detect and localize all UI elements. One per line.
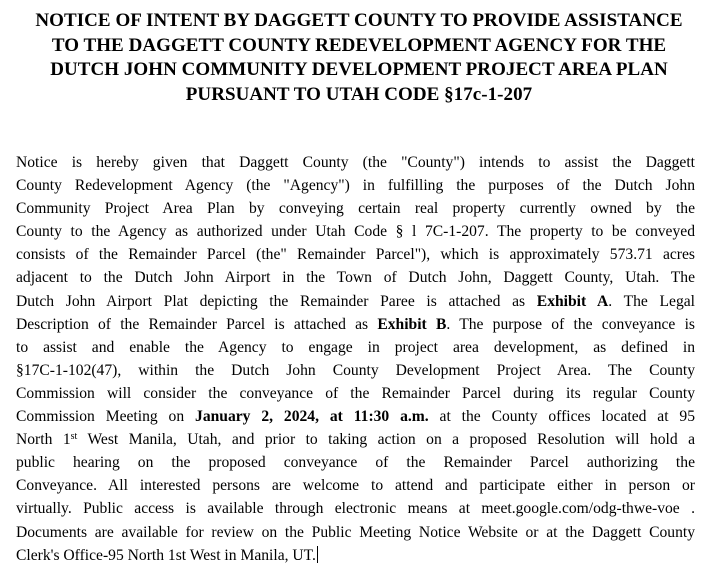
title-line: PURSUANT TO UTAH CODE §17c-1-207: [185, 83, 533, 105]
body-text-segment: . The Legal: [608, 292, 695, 310]
notice-body: [16, 151, 695, 567]
body-text-segment: Commission will consider the conveyance of the Remainder Parcel during its regular County: [16, 384, 695, 402]
body-text-segment: Conveyance. All interested persons are welcome to attend and participate either in person or: [16, 477, 695, 495]
body-text-segment: to assist and enable the Agency to engage in project area development, as defined in: [16, 338, 695, 356]
body-text-segment: at the County offices located at 95: [428, 408, 695, 426]
body-line: [16, 544, 695, 567]
body-line: [16, 451, 695, 474]
body-text-segment: Documents are available for review on the Public Meeting Notice Website or at the Daggett County: [16, 523, 695, 541]
bold-text: Exhibit B: [377, 315, 447, 333]
body-line: [16, 243, 695, 266]
body-text-segment: County Redevelopment Agency (the "Agency") in fulfilling the purposes of the Dutch John: [16, 177, 695, 195]
body-text-segment: County to the Agency as authorized under Utah Code § l 7C-1-207. The property to be conveyed: [16, 223, 695, 241]
title-line: TO THE DAGGETT COUNTY REDEVELOPMENT AGENCY FOR THE: [51, 34, 667, 56]
body-text-segment: Dutch John Airport Plat depicting the Remainder Paree is attached as: [16, 292, 537, 310]
bold-text: Exhibit A: [536, 292, 609, 310]
body-line: [16, 197, 695, 220]
body-line: [16, 151, 695, 174]
title-line: NOTICE OF INTENT BY DAGGETT COUNTY TO PROVIDE ASSISTANCE: [35, 10, 683, 31]
body-text-segment: Clerk's Office-95 North 1st West in Manila, UT.: [16, 546, 316, 564]
body-text-segment: public hearing on the proposed conveyance of the Remainder Parcel authorizing the: [16, 454, 695, 472]
body-text-segment: West Manila, Utah, and prior to taking action on a proposed Resolution will hold a: [77, 431, 695, 449]
superscript-text: st: [70, 430, 78, 442]
body-text-segment: Commission Meeting on: [16, 408, 196, 426]
body-line: [16, 405, 695, 428]
notice-title: [14, 9, 704, 107]
body-line: [16, 336, 695, 359]
body-text-segment: adjacent to the Dutch John Airport in the Town of Dutch John, Daggett County, Utah. The: [16, 269, 695, 287]
body-text-segment: §17C-1-102(47), within the Dutch John County Development Project Area. The County: [16, 361, 695, 379]
body-line: [16, 220, 695, 243]
bold-text: January 2, 2024, at 11:30 a.m.: [195, 408, 429, 426]
body-line: [16, 313, 695, 336]
body-line: [16, 174, 695, 197]
body-text-segment: Description of the Remainder Parcel is attached as: [16, 315, 378, 333]
body-text-segment: . The purpose of the conveyance is: [446, 315, 695, 333]
title-line: DUTCH JOHN COMMUNITY DEVELOPMENT PROJECT AREA PLAN: [50, 59, 668, 80]
body-text-segment: Community Project Area Plan by conveying certain real property currently owned by the: [16, 200, 695, 218]
body-line: [16, 521, 695, 544]
body-text-segment: North 1: [16, 431, 71, 449]
body-line: [16, 290, 695, 313]
body-line: [16, 359, 695, 382]
body-line: [16, 497, 695, 520]
body-line: [16, 266, 695, 289]
body-text-segment: virtually. Public access is available through electronic means at meet.google.com/odg-thwe-voe .: [16, 500, 695, 518]
body-text-segment: consists of the Remainder Parcel (the" Remainder Parcel"), which is approximately 573.71 acres: [16, 246, 695, 264]
body-text-segment: Notice is hereby given that Daggett County (the "County") intends to assist the Daggett: [16, 154, 695, 171]
body-line: [16, 428, 695, 451]
body-line: [16, 382, 695, 405]
body-line: [16, 474, 695, 497]
text-cursor: [317, 546, 318, 563]
